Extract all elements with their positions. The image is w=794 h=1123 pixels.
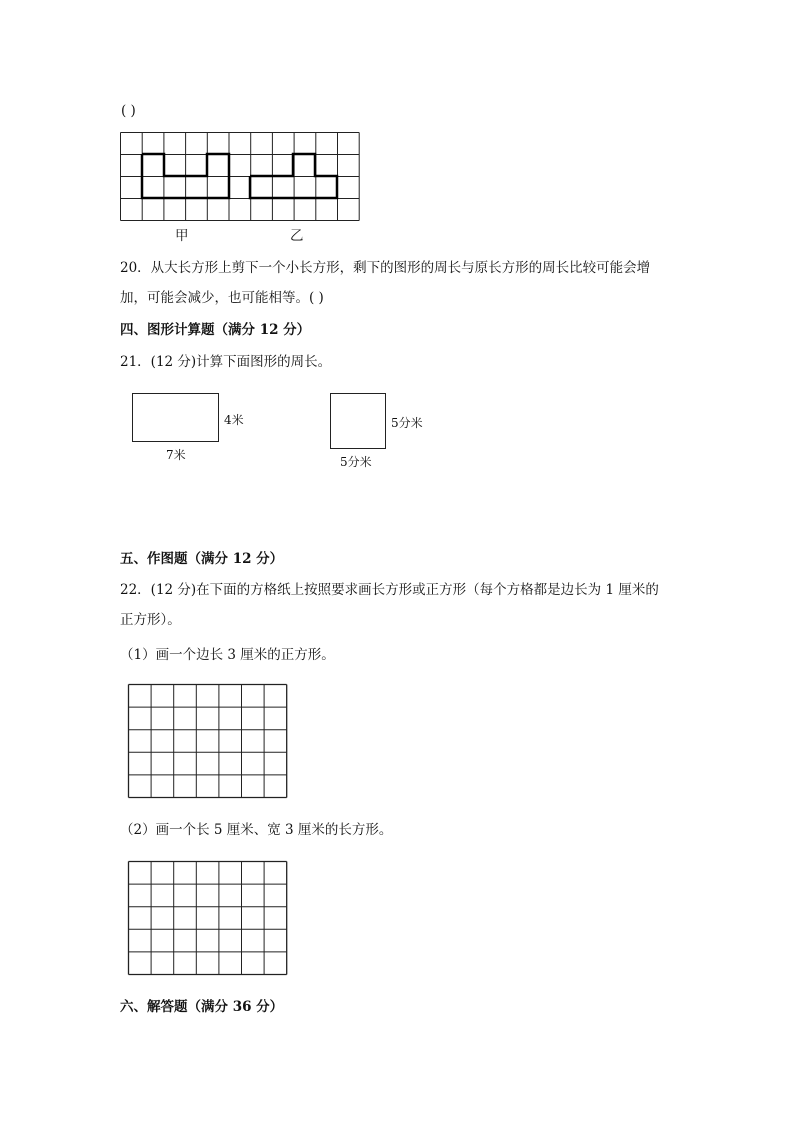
q20-line-1: 20．从大长方形上剪下一个小长方形，剩下的图形的周长与原长方形的周长比较可能会增 <box>120 260 651 276</box>
q22-line-1: 22．(12 分)在下面的方格纸上按照要求画长方形或正方形（每个方格都是边长为 1 厘米的 <box>120 582 659 598</box>
q19-answer-blank: ( ) <box>121 103 136 119</box>
square-bottom-label: 5分米 <box>340 455 372 469</box>
q20-line-2: 加，可能会减少，也可能相等。( ) <box>120 290 324 306</box>
shape-yi-label: 乙 <box>290 228 304 244</box>
section-6-heading: 六、解答题（满分 36 分） <box>120 999 284 1015</box>
section-5-heading: 五、作图题（满分 12 分） <box>120 551 284 567</box>
rect-width-label: 4米 <box>224 413 244 427</box>
q22-line-2: 正方形）。 <box>120 612 181 628</box>
q21-prompt: 21．(12 分)计算下面图形的周长。 <box>120 354 332 370</box>
q22-part-1: （1）画一个边长 3 厘米的正方形。 <box>120 647 335 663</box>
section-4-heading: 四、图形计算题（满分 12 分） <box>120 322 311 338</box>
rect-length-label: 7米 <box>166 448 186 462</box>
q22-grid-2 <box>129 862 287 975</box>
q22-part-2: （2）画一个长 5 厘米、宽 3 厘米的长方形。 <box>120 822 393 838</box>
shape-jia-label: 甲 <box>175 228 189 244</box>
square-side-label: 5分米 <box>391 416 423 430</box>
